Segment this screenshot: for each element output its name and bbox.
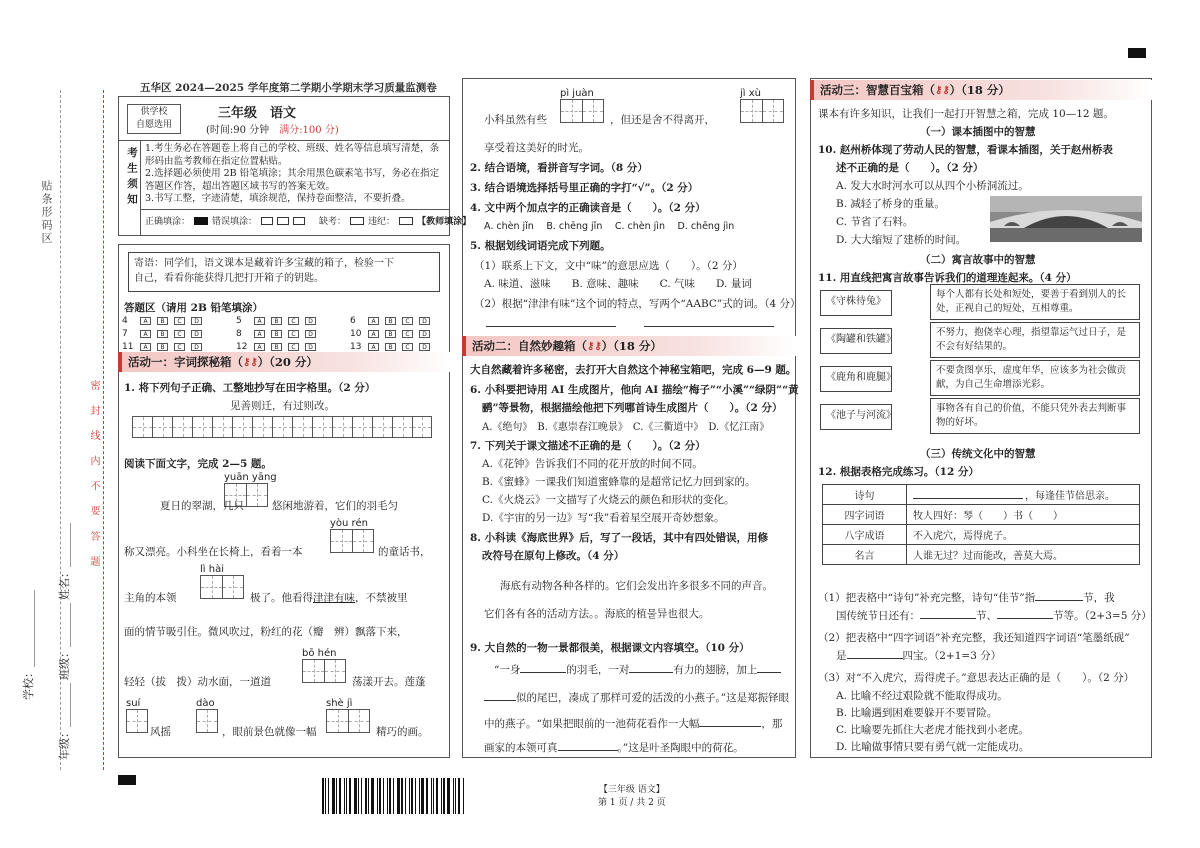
answer-bubble[interactable]: B	[271, 330, 282, 338]
answer-bubble[interactable]: A	[140, 343, 151, 351]
answer-bubble[interactable]: C	[402, 330, 413, 338]
wrong-fill-icon	[277, 217, 289, 225]
section-3-title: （三）传统文化中的智慧	[920, 448, 1036, 460]
wrong-fill-icon	[293, 217, 305, 225]
grid-cell[interactable]	[392, 416, 412, 438]
q12-3-option: D. 比喻做事情只要有勇气就一定能成功。	[836, 741, 1030, 753]
q10-option: A. 发大水时河水可以从四个小桥洞流过。	[836, 180, 1029, 192]
grid-cell[interactable]	[372, 416, 392, 438]
violation-box[interactable]	[399, 217, 413, 225]
pinyin-box-lihai[interactable]: lì hài	[200, 564, 244, 599]
table-row	[823, 545, 1140, 565]
intro-box: 寄语：同学们，语文课本是藏着许多宝藏的箱子，检验一下 自己，看看你能获得几把打开箱子的钥匙。	[128, 252, 440, 292]
q7-text: 7. 下列关于课文描述不正确的是（ ）。（2 分）	[470, 440, 706, 452]
footer	[598, 782, 666, 808]
table-cell: 四字词语	[823, 505, 907, 525]
exam-title: 五华区 2024—2025 学年度第二学期小学期末学习质量监测卷	[140, 82, 437, 94]
blank[interactable]	[520, 672, 566, 673]
pinyin-box-jixu[interactable]: jì xù	[740, 88, 784, 123]
q12-3-option: B. 比喻遇到困难要躲开不要冒险。	[836, 707, 998, 719]
para-line: ，但还是舍不得离开，	[610, 114, 715, 126]
school-field[interactable]: 学校：______________	[22, 590, 35, 700]
pinyin-box-youren[interactable]: yòu rén	[330, 518, 374, 553]
zhaozhou-bridge-image	[990, 196, 1142, 242]
q8-passage[interactable]: 海底有动物各种各样的。它们会发出许多很多不同的声音。	[500, 580, 773, 592]
question-number: 13	[350, 342, 362, 352]
correct-fill-icon	[194, 217, 208, 225]
table-row	[823, 505, 1140, 525]
answer-bubble[interactable]: D	[191, 330, 202, 338]
answer-row	[236, 329, 316, 339]
blank[interactable]	[997, 618, 1053, 619]
q2-text: 2. 结合语境，看拼音写字词。（8 分）	[470, 162, 648, 174]
answer-bubble[interactable]: C	[402, 343, 413, 351]
grid-cell[interactable]	[192, 416, 212, 438]
notice-item: 1.考生务必在答题卷上将自己的学校、班级、姓名等信息填写清楚，条形码由监考教师在指定位置粘贴。	[145, 143, 440, 167]
blank[interactable]	[1035, 600, 1083, 601]
answer-bubble[interactable]: A	[368, 330, 379, 338]
q5-1-options: A. 味道、滋味 B. 意味、趣味 C. 气味 D. 量词	[484, 278, 752, 290]
name-field[interactable]: 姓名：________	[58, 523, 71, 600]
grid-cell[interactable]	[232, 416, 252, 438]
fable-moral[interactable]: 事物各有自己的价值，不能只凭外表去判断事物的好坏。	[930, 398, 1140, 434]
read-prompt: 阅读下面文字，完成 2—5 题。	[124, 458, 272, 470]
q6-text: 6. 小科要把诗用 AI 生成图片，他向 AI 描绘“梅子”“小溪”“绿阴”“黄	[470, 384, 799, 396]
q8-passage[interactable]: 它们各有各的活动方法。。海底的植물异也很大。	[484, 608, 710, 620]
q4-text: 4. 文中两个加点字的正确读音是（ ）。（2 分）	[470, 202, 706, 214]
fable-moral[interactable]: 不要贪图享乐，虚度年华，应该多为社会做贡献，为自己生命增添光彩。	[930, 360, 1140, 396]
q12-text: 12. 根据表格完成练习。（12 分）	[818, 466, 979, 478]
pinyin-box-sui[interactable]: suí	[126, 698, 148, 733]
q12-2-line: 是 四宝。（2+1=3 分）	[836, 650, 1002, 662]
para-line: 风摇	[150, 726, 171, 738]
para-line: 轻轻（拔 拨）动水面，一道道	[124, 676, 271, 688]
question-number: 5	[236, 316, 242, 326]
answer-row	[236, 342, 316, 352]
answer-bubble[interactable]: D	[305, 330, 316, 338]
barcode	[322, 778, 465, 814]
activity-2-header: 活动二：自然妙趣箱（ ⚷⚷ ）（18 分）	[462, 336, 796, 356]
activity-3-intro: 课本有许多知识，让我们一起打开智慧之箱，完成 10—12 题。	[818, 108, 1114, 120]
q12-3-option: C. 比喻要先抓住大老虎才能找到小老虎。	[836, 724, 1029, 736]
para-line: 荡漾开去。莲蓬	[352, 676, 426, 688]
activity-1-header: 活动一：字词探秘箱（ ⚷⚷ ）（20 分）	[118, 352, 450, 372]
q10-text: 述不正确的是（ ）。（2 分）	[836, 162, 984, 174]
para-line: 面的情节吸引住。微风吹过，粉红的花（瓣 辨）飘落下来，	[124, 626, 408, 638]
pinyin-box-dao[interactable]: dào	[196, 698, 218, 733]
blank[interactable]	[484, 700, 516, 701]
answer-bubble[interactable]: A	[254, 330, 265, 338]
table-cell: 名言	[823, 545, 907, 565]
section-1-title: （一）课本插图中的智慧	[920, 126, 1036, 138]
q10-text: 10. 赵州桥体现了劳动人民的智慧，看课本插图，关于赵州桥表	[818, 144, 1113, 156]
answer-bubble[interactable]: D	[419, 317, 430, 325]
fable-title[interactable]: 《守株待兔》	[820, 290, 892, 316]
q6-text: 鹂”等景物，根据描绘他把下列哪首诗生成图片（ ）。（2 分）	[482, 402, 783, 414]
answer-row	[350, 316, 430, 326]
answer-bubble[interactable]: B	[157, 317, 168, 325]
q10-option: C. 节省了石料。	[836, 216, 914, 228]
grade-field[interactable]: 年级：________	[58, 683, 71, 760]
q9-line: 画家的本领可真 。”这是叶圣陶眼中的荷花。	[484, 742, 744, 754]
para-line: 主角的本领	[124, 592, 177, 604]
q5-text: 5. 根据划线词语完成下列题。	[470, 240, 611, 252]
answer-area-title: 答题区（请用 2B 铅笔填涂）	[124, 302, 263, 314]
cut-line	[103, 90, 104, 770]
table-cell: 人谁无过？过而能改，善莫大焉。	[907, 545, 1140, 565]
fable-moral[interactable]: 不努力，抱侥幸心理，指望靠运气过日子，是不会有好结果的。	[930, 322, 1140, 358]
answer-bubble[interactable]: B	[271, 317, 282, 325]
activity-3-header: 活动三：智慧百宝箱（ ⚷⚷ ）（18 分）	[810, 80, 1152, 100]
answer-bubble[interactable]: C	[288, 330, 299, 338]
key-icon: ⚷⚷	[243, 356, 258, 368]
pinyin-box-sheji[interactable]: shè jì	[326, 698, 370, 733]
answer-row	[122, 342, 202, 352]
q1-text: 1. 将下列句子正确、工整地抄写在田字格里。（2 分）	[124, 382, 376, 394]
blank[interactable]	[629, 672, 673, 673]
answer-bubble[interactable]: B	[385, 330, 396, 338]
time-info: (时间:90 分钟 满分:100 分)	[206, 125, 339, 136]
answer-bubble[interactable]: D	[419, 330, 430, 338]
answer-bubble[interactable]: C	[288, 343, 299, 351]
fable-title[interactable]: 《鹿角和鹿腿》	[820, 366, 892, 392]
fable-title[interactable]: 《陶罐和铁罐》	[820, 328, 892, 354]
culture-table	[822, 484, 1140, 565]
q7-option: D.《宇宙的另一边》写“我”看着星空展开奇妙想象。	[482, 512, 725, 524]
blank[interactable]	[699, 726, 761, 727]
grid-cell[interactable]	[252, 416, 272, 438]
activity-2-intro: 大自然藏着许多秘密，去打开大自然这个神秘宝箱吧，完成 6—9 题。	[470, 364, 797, 376]
para-line: 夏日的翠湖，几只	[160, 500, 244, 512]
key-icon: ⚷⚷	[587, 340, 602, 352]
answer-line[interactable]	[644, 326, 774, 327]
answer-bubble[interactable]: B	[385, 317, 396, 325]
q10-option: B. 减轻了桥身的重量。	[836, 198, 945, 210]
table-cell: 八字成语	[823, 525, 907, 545]
answer-bubble[interactable]: A	[254, 317, 265, 325]
answer-bubble[interactable]: A	[140, 317, 151, 325]
question-number: 12	[236, 342, 248, 352]
answer-bubble[interactable]: C	[288, 317, 299, 325]
q9-line: 中的燕子。“如果把眼前的一池荷花看作一大幅 ，那	[484, 718, 783, 730]
para-line: 称又漂亮。小科坐在长椅上，看着一本	[124, 546, 303, 558]
q4-options: A. chèn jǐn B. chēng jǐn C. chèn jìn D. chēng jìn	[484, 221, 735, 232]
answer-bubble[interactable]: D	[191, 317, 202, 325]
wrong-fill-icon	[261, 217, 273, 225]
q11-text: 11. 用直线把寓言故事告诉我们的道理连起来。（4 分）	[818, 272, 1077, 284]
fable-title[interactable]: 《池子与河流》	[820, 404, 892, 430]
answer-bubble[interactable]: A	[254, 343, 265, 351]
answer-bubble[interactable]: A	[368, 343, 379, 351]
q7-option: C.《火烧云》一文描写了火烧云的颜色和形状的变化。	[482, 494, 735, 506]
grid-cell[interactable]	[152, 416, 172, 438]
answer-row	[350, 342, 430, 352]
corner-mark	[118, 775, 136, 785]
para-line: 精巧的画。	[376, 726, 429, 738]
class-field[interactable]: 班级：________	[58, 603, 71, 680]
answer-bubble[interactable]: D	[419, 343, 430, 351]
q12-3-option: A. 比喻不经过艰险就不能取得成功。	[836, 690, 1008, 702]
question-number: 6	[350, 316, 356, 326]
question-number: 8	[236, 329, 242, 339]
question-number: 4	[122, 316, 128, 326]
grid-cell[interactable]	[292, 416, 312, 438]
question-number: 11	[122, 342, 134, 352]
answer-bubble[interactable]: B	[157, 330, 168, 338]
barcode-area-label: 贴条形码区	[40, 180, 53, 245]
q6-options: A.《绝句》 B.《惠崇春江晚景》 C.《三衢道中》 D.《忆江南》	[482, 422, 770, 433]
answer-line[interactable]	[486, 326, 616, 327]
cut-line-text: 密 封 线 内 不 要 答 题	[88, 380, 99, 573]
answer-bubble[interactable]: D	[305, 343, 316, 351]
table-cell[interactable]: 牧人四好：琴（ ）书（ ）	[907, 505, 1140, 525]
table-cell[interactable]: ，每逢佳节倍思亲。	[907, 485, 1140, 505]
answer-row	[122, 329, 202, 339]
para-line: 小科虽然有些	[484, 114, 547, 126]
grid-cell[interactable]	[412, 416, 432, 438]
q9-line: “一身 的羽毛，一对 有力的翅膀，加上	[494, 662, 781, 677]
q1-writing-grid[interactable]	[132, 416, 432, 438]
grid-cell[interactable]	[172, 416, 192, 438]
footer-page: 第 1 页 / 共 2 页	[598, 798, 666, 808]
answer-bubble[interactable]: B	[157, 343, 168, 351]
question-number: 7	[122, 329, 128, 339]
q9-line: 似的尾巴，凑成了那样可爱的活泼的小燕子。”这是郑振铎眼	[484, 690, 789, 705]
table-row	[823, 525, 1140, 545]
para-line: 享受着这美好的时光。	[484, 142, 589, 154]
pinyin-box-yuanyang[interactable]: yuān yāng	[224, 472, 277, 507]
section-2-title: （二）寓言故事中的智慧	[920, 254, 1036, 266]
question-number: 10	[350, 329, 362, 339]
q12-2-line: （2）把表格中“四字词语”补充完整，我还知道四字词语“笔墨纸砚”	[818, 632, 1130, 644]
answer-bubble[interactable]: A	[140, 330, 151, 338]
answer-bubble[interactable]: C	[174, 317, 185, 325]
blank[interactable]	[757, 672, 781, 673]
absent-box[interactable]	[350, 217, 364, 225]
pinyin-box-pijuan[interactable]: pì juàn	[560, 88, 604, 123]
fable-moral[interactable]: 每个人都有长处和短处，要善于看到别人的长处，正视自己的短处，互相尊重。	[930, 284, 1140, 320]
school-use-badge: 供学校 自愿选用	[127, 104, 181, 134]
answer-bubble[interactable]: C	[402, 317, 413, 325]
answer-row	[236, 316, 316, 326]
q12-1-line: 国传统节日还有： 节、 节等。（2+3=5 分）	[836, 610, 1152, 622]
notice-item: 2.选择题必须使用 2B 铅笔填涂；其余用黑色碳素笔书写，务必在指定答题区作答，超出答题区域书写的答案无效。	[145, 168, 440, 192]
grid-cell[interactable]	[212, 416, 232, 438]
table-row	[823, 485, 1140, 505]
subject-title: 三年级 语文	[218, 106, 297, 121]
q5-2-text: （2）根据“津津有味”这个词的特点，写两个“AABC”式的词。（4 分）	[474, 298, 801, 310]
q9-text: 9. 大自然的一物一景都很美，根据课文内容填空。（10 分）	[470, 642, 750, 654]
blank[interactable]	[558, 750, 618, 751]
grid-cell[interactable]	[332, 416, 352, 438]
answer-bubble[interactable]: C	[174, 343, 185, 351]
answer-row	[350, 329, 430, 339]
grid-cell[interactable]	[132, 416, 152, 438]
q8-text: 8. 小科读《海底世界》后，写了一段话，其中有四处错误，用修	[470, 532, 769, 544]
grid-cell[interactable]	[312, 416, 332, 438]
q8-text: 改符号在原句上修改。（4 分）	[482, 550, 625, 562]
grid-cell[interactable]	[272, 416, 292, 438]
q3-text: 3. 结合语境选择括号里正确的字打“√”。（2 分）	[470, 182, 699, 194]
key-icon: ⚷⚷	[935, 84, 950, 96]
blank[interactable]	[920, 618, 976, 619]
answer-bubble[interactable]: B	[385, 343, 396, 351]
answer-bubble[interactable]: B	[271, 343, 282, 351]
footer-subject: 【三年级 语文】	[598, 785, 665, 795]
q12-1-line: （1）把表格中“诗句”补充完整，诗句“佳节”指 节，我	[818, 592, 1115, 604]
divider	[141, 209, 450, 210]
grid-cell[interactable]	[352, 416, 372, 438]
para-line: 极了。他看得津津有味，不禁被里	[250, 592, 408, 604]
answer-bubble[interactable]: D	[305, 317, 316, 325]
q7-option: B.《蜜蜂》一课我们知道蜜蜂靠的是超常记忆力回到家的。	[482, 476, 756, 488]
answer-row	[122, 316, 202, 326]
notice-item: 3.书写工整，字迹清楚，填涂规范，保持卷面整洁，不要折叠。	[145, 193, 411, 204]
blank[interactable]	[847, 658, 903, 659]
q7-option: A.《花钟》告诉我们不同的花开放的时间不同。	[482, 458, 703, 470]
notice-list	[145, 143, 445, 206]
answer-bubble[interactable]: C	[174, 330, 185, 338]
table-cell: 诗句	[823, 485, 907, 505]
q10-option: D. 大大缩短了建桥的时间。	[836, 234, 967, 246]
table-cell: 不入虎穴，焉得虎子。	[907, 525, 1140, 545]
pinyin-box-bohen[interactable]: bō hén	[302, 648, 346, 683]
fill-legend: 正确填涂： 错误填涂： 缺考： 违纪： 【教师填涂】	[145, 217, 472, 227]
divider	[118, 140, 450, 141]
q12-3-line: （3）对“不入虎穴，焉得虎子。”意思表达正确的是（ ）。（2 分）	[818, 672, 1135, 684]
para-line: 的童话书，	[378, 546, 431, 558]
divider	[140, 140, 141, 236]
para-line: 悠闲地游着，它们的羽毛匀	[272, 500, 398, 512]
q5-1-text: （1）联系上下文，文中“味”的意思应选（ ）。（2 分）	[474, 260, 743, 272]
answer-bubble[interactable]: D	[191, 343, 202, 351]
corner-mark	[1128, 48, 1146, 58]
notice-label: 考生须知	[126, 147, 138, 209]
answer-bubble[interactable]: A	[368, 317, 379, 325]
q1-sentence: 见善则迁，有过则改。	[230, 400, 335, 412]
para-line: ，眼前景色就像一幅	[222, 726, 317, 738]
blank[interactable]	[913, 498, 1023, 499]
